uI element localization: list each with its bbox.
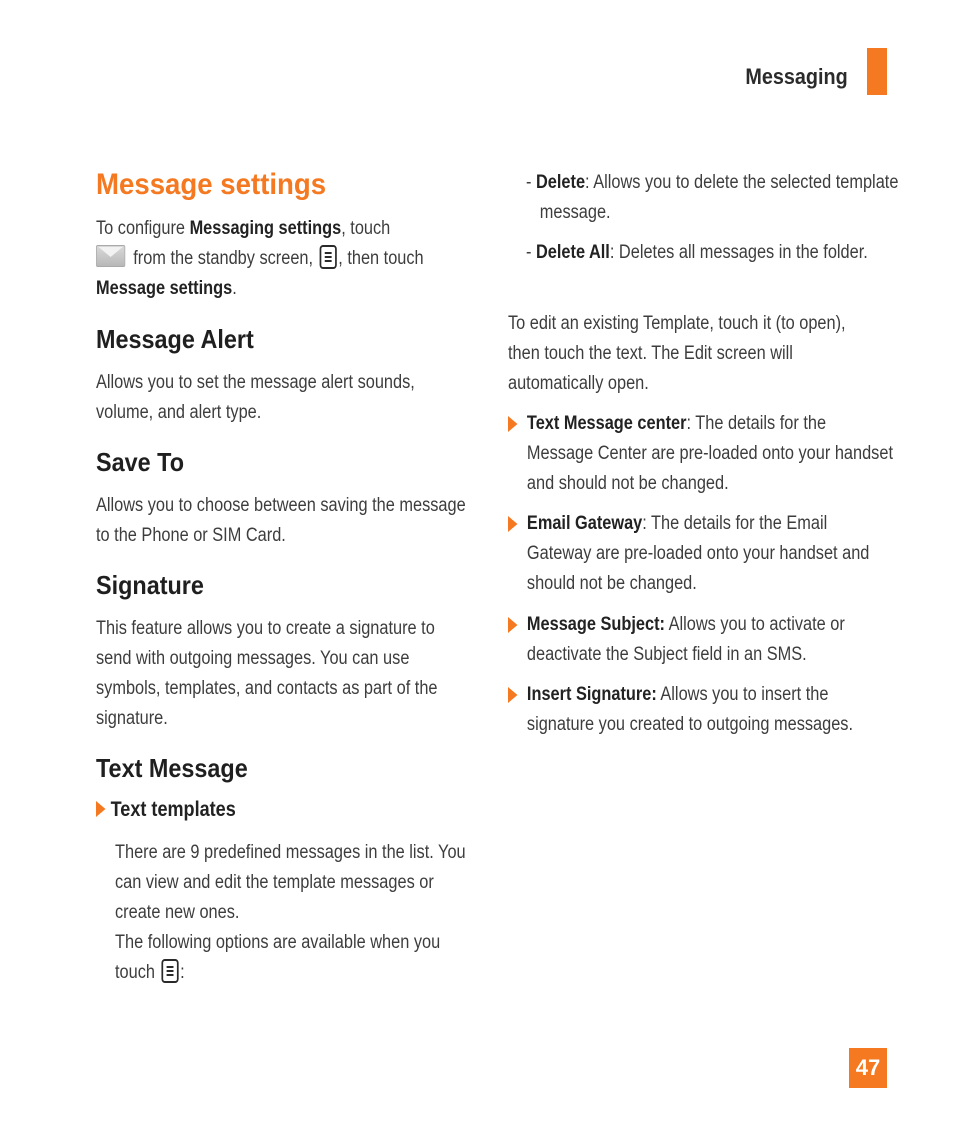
intro-paragraph: To configure Messaging settings, touch from the standby screen, , then touch Message settings. [96,218,424,299]
delete-option: - Delete: Allows you to delete the selected template message. [526,172,899,223]
menu-key-icon [161,959,178,983]
bullet-arrow-icon [508,416,517,432]
email-gateway-item: Email Gateway: The details for the Email Gateway are pre-loaded onto your handset and should not be changed. [508,509,895,599]
section-title: Messaging [745,64,848,89]
signature-heading: Signature [96,570,204,600]
section-tab-marker [867,48,887,95]
insert-signature-item: Insert Signature: Allows you to insert the signature you created to outgoing messages. [508,680,895,740]
messaging-settings-term: Messaging settings [189,218,342,239]
message-alert-body: Allows you to set the message alert sounds, volume, and alert type. [96,372,415,423]
bullet-arrow-icon [508,516,517,532]
save-to-body: Allows you to choose between saving the message to the Phone or SIM Card. [96,495,466,546]
bullet-arrow-icon [96,801,105,817]
save-to-heading: Save To [96,447,185,477]
page-heading: Message settings [96,168,327,201]
text-templates-body: There are 9 predefined messages in the list. You can view and edit the template messages or create new ones. [115,842,466,923]
delete-all-option: - Delete All: Deletes all messages in the folder. [526,242,868,263]
menu-key-icon [319,245,336,269]
bullet-arrow-icon [508,617,517,633]
text-message-center-item: Text Message center: The details for the Message Center are pre-loaded onto your handset and should not be changed. [508,409,895,499]
envelope-icon [96,245,125,267]
signature-body: This feature allows you to create a signature to send with outgoing messages. You can use symbols, templates, and contacts as part of the signature. [96,618,438,729]
message-subject-item: Message Subject: Allows you to activate or deactivate the Subject field in an SMS. [508,610,895,670]
edit-template-paragraph: To edit an existing Template, touch it (to open), then touch the text. The Edit screen will automatically open. [508,313,846,394]
message-alert-heading: Message Alert [96,324,254,354]
text-templates-item: Text templates [96,798,236,822]
page-number: 47 [849,1048,887,1088]
bullet-arrow-icon [508,687,517,703]
message-settings-term: Message settings [96,278,233,299]
text-message-heading: Text Message [96,753,248,783]
options-intro: The following options are available when you touch : [115,932,441,983]
